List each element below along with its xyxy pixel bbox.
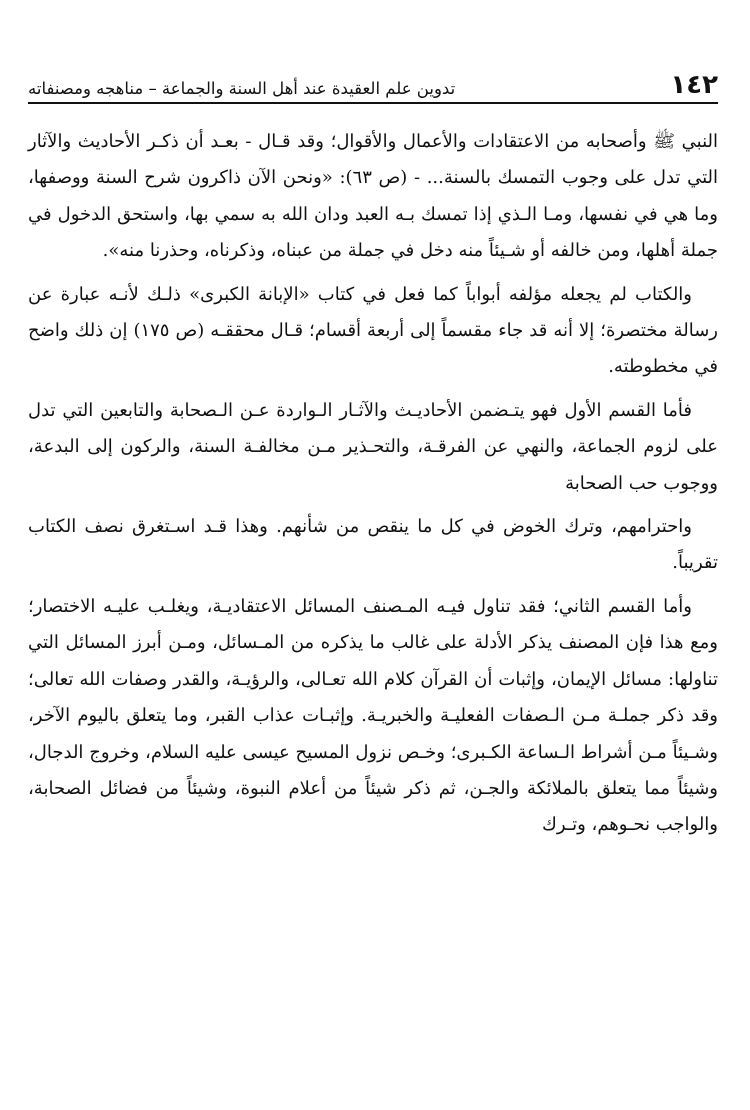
body-text bbox=[28, 124, 718, 851]
paragraph-1: النبي ﷺ وأصحابه من الاعتقادات والأعمال والأقوال؛ وقد قـال - بعـد أن ذكـر الأحاديث والآثار التي تدل على وجوب التمسك بالسنة... - (ص ٦٣): «ونحن الآن ذاكرون شرح السنة ووصفها، وما هي في نفسها، ومـا الـذي إذا تمسك بـه العبد ودان الله به سمي بها، واستحق الدخول في جملة أهلها، ومن خالفه أو شـيئاً منه دخل في جملة من عبناه، وذكرناه، وحذرنا منه». bbox=[28, 131, 718, 262]
page-number: ١٤٢ bbox=[670, 70, 718, 100]
paragraph-4: واحترامهم، وترك الخوض في كل ما ينقص من شأنهم. وهذا قـد اسـتغرق نصف الكتاب تقريباً. bbox=[28, 516, 718, 574]
page-header bbox=[28, 58, 718, 104]
paragraph-5: وأما القسم الثاني؛ فقد تناول فيـه المـصنف المسائل الاعتقاديـة، ويغلـب عليـه الاختصار؛ ومع هذا فإن المصنف يذكر الأدلة على غالب ما يذكره من المـسائل، ومـن أبرز المسائل التي تناولها: مسائل الإيمان، وإثبات أن القرآن كلام الله تعـالى، والرؤيـة، والقدر وصفات الله تعالى؛ وقد ذكر جملـة مـن الـصفات الفعليـة والخبريـة. وإثبـات عذاب القبر، وما يتعلق باليوم الآخر، وشـيئاً مـن أشراط الـساعة الكـبرى؛ وخـص نزول المسيح عيسى عليه السلام، وخروج الدجال، وشيئاً مما يتعلق بالملائكة والجـن، ثم ذكر شيئاً من أعلام النبوة، وشيئاً من فضائل الصحابة، والواجب نحـوهم، وتـرك bbox=[28, 595, 718, 836]
running-title: تدوين علم العقيدة عند أهل السنة والجماعة – مناهجه ومصنفاته bbox=[28, 78, 456, 98]
paragraph-3: فأما القسم الأول فهو يتـضمن الأحاديـث والآثـار الـواردة عـن الـصحابة والتابعين التي تدل على لزوم الجماعة، والنهي عن الفرقـة، والتحـذير مـن مخالفـة السنة، والركون إلى البدعة، ووجوب حب الصحابة bbox=[28, 399, 718, 494]
paragraph-2: والكتاب لم يجعله مؤلفه أبواباً كما فعل في كتاب «الإبانة الكبرى» ذلـك لأنـه عبارة عن رسالة مختصرة؛ إلا أنه قد جاء مقسماً إلى أربعة أقسام؛ قـال محققـه (ص ١٧٥) إن ذلك واضح في مخطوطته. bbox=[28, 283, 718, 378]
